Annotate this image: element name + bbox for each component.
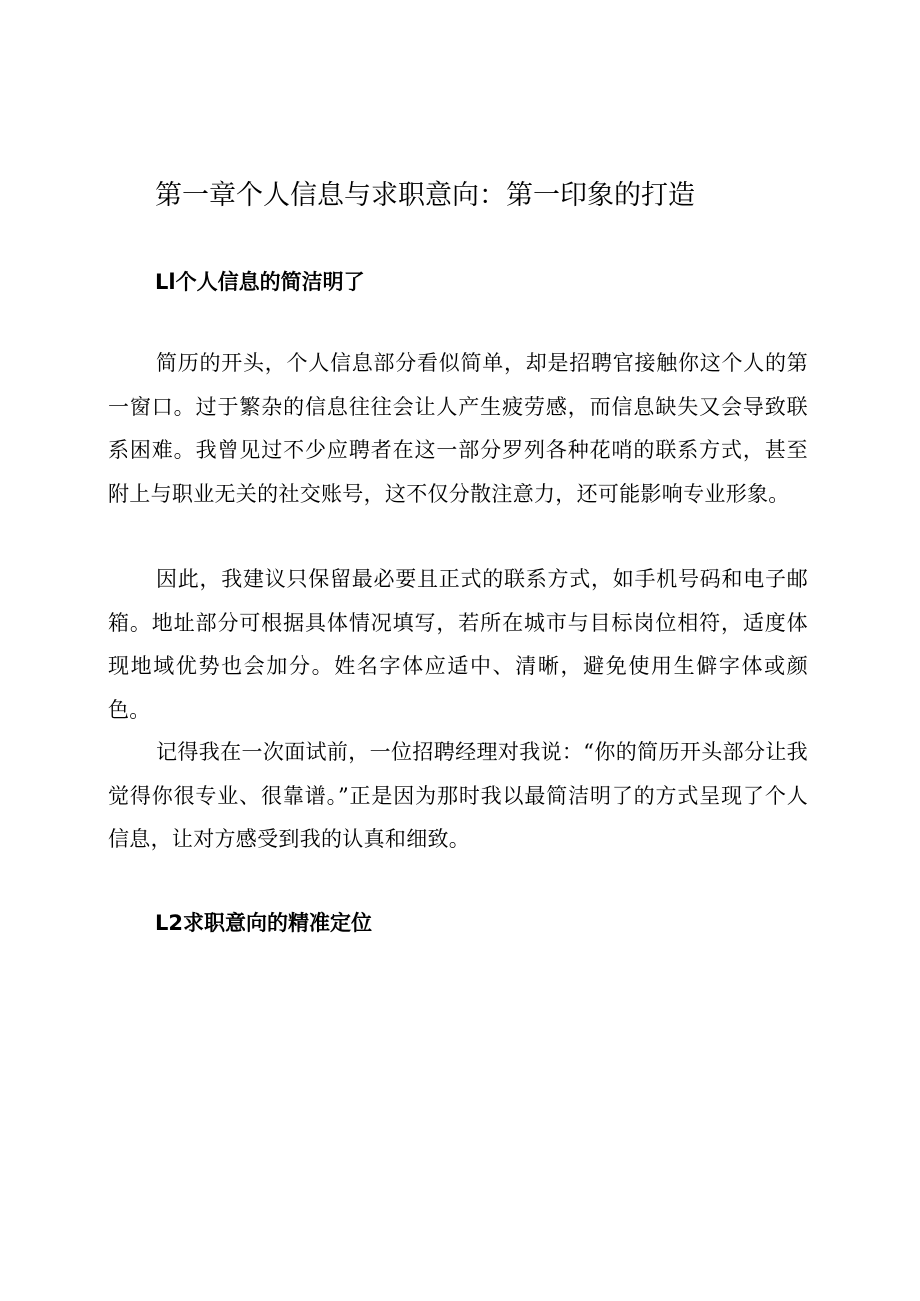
paragraph-1: 简历的开头，个人信息部分看似简单，却是招聘官接触你这个人的第一窗口。过于繁杂的信息往往会让人产生疲劳感，而信息缺失又会导致联系困难。我曾见过不少应聘者在这一部分罗列各种花哨的联系方式，甚至附上与职业无关的社交账号，这不仅分散注意力，还可能影响专业形象。 xyxy=(108,351,808,506)
section-heading-1-2: L2求职意向的精准定位 xyxy=(155,911,372,935)
section-heading-1-1: Ll个人信息的简洁明了 xyxy=(155,270,365,294)
paragraph-3: 记得我在一次面试前，一位招聘经理对我说：“你的简历开头部分让我觉得你很专业、很靠谱。”正是因为那时我以最简洁明了的方式呈现了个人信息，让对方感受到我的认真和细致。 xyxy=(108,740,808,851)
paragraph-2: 因此，我建议只保留最必要且正式的联系方式，如手机号码和电子邮箱。地址部分可根据具体情况填写，若所在城市与目标岗位相符，适度体现地域优势也会加分。姓名字体应适中、清晰，避免使用生僻字体或颜色。 xyxy=(108,567,808,722)
chapter-title: 第一章个人信息与求职意向：第一印象的打造 xyxy=(155,180,695,211)
